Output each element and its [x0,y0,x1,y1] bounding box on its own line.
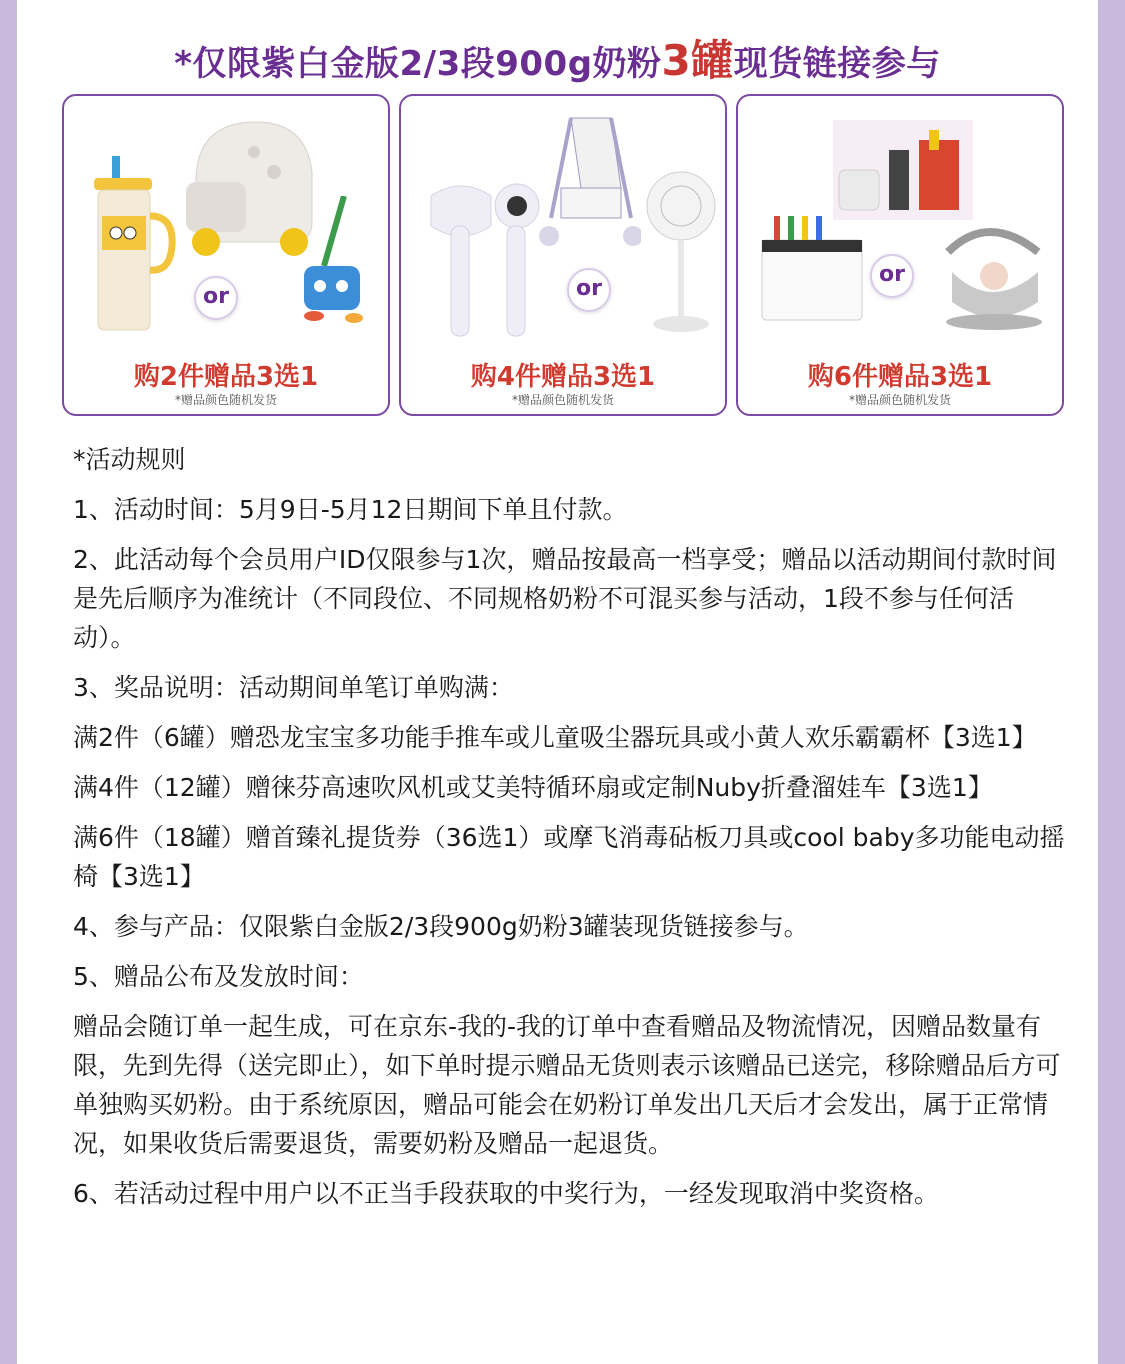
rule-item: 赠品会随订单一起生成，可在京东-我的-我的订单中查看赠品及物流情况，因赠品数量有限，先到先得（送完即止），如下单时提示赠品无货则表示该赠品已送完，移除赠品后方可单独购买奶粉。由于系统原因，赠品可能会在奶粉订单发出几天后才会发出，属于正常情况，如果收货后需要退货，需要奶粉及赠品一起退货。 [73,1012,1061,1158]
content-panel [17,0,1098,1364]
rules-heading: *活动规则 [73,445,186,474]
title-prefix: *仅限紫白金版2/3段900g奶粉 [174,44,662,84]
title-suffix: 现货链接参与 [733,44,941,84]
rule-item: 1、活动时间：5月9日-5月12日期间下单且付款。 [73,495,628,524]
tier-caption: 购4件赠品3选1 [470,362,656,392]
rule-item: 5、赠品公布及发放时间： [73,962,364,991]
page-title [17,28,1098,88]
electric-rocker-gift-image [938,212,1048,332]
tier-caption: 购2件赠品3选1 [133,362,319,392]
circulation-fan-gift-image [641,166,721,336]
rule-item: 6、若活动过程中用户以不正当手段获取的中奖行为，一经发现取消中奖资格。 [73,1179,939,1208]
title-emphasis: 3罐 [661,36,734,85]
rule-item: 满4件（12罐）赠徕芬高速吹风机或艾美特循环扇或定制Nuby折叠溜娃车【3选1】 [73,773,993,802]
tier-note: *赠品颜色随机发货 [174,393,277,407]
gift-tier-card-2[interactable] [62,94,390,416]
tier-caption: 购6件赠品3选1 [807,362,993,392]
activity-rules [73,440,1073,1224]
tier-note: *赠品颜色随机发货 [511,393,614,407]
stroller-gift-image [531,108,641,258]
gift-tier-card-6[interactable] [736,94,1064,416]
or-badge: or [870,254,914,298]
rule-item: 满6件（18罐）赠首臻礼提货券（36选1）或摩飞消毒砧板刀具或cool baby多功能电动摇椅【3选1】 [73,823,1065,891]
cutting-board-gift-image [758,216,868,326]
gift-tier-card-4[interactable] [399,94,727,416]
gift-voucher-image [833,120,973,220]
rule-item: 2、此活动每个会员用户ID仅限参与1次，赠品按最高一档享受；赠品以活动期间付款时间是先后顺序为准统计（不同段位、不同规格奶粉不可混买参与活动，1段不参与任何活动）。 [73,545,1057,652]
or-badge: or [567,268,611,312]
rule-item: 3、奖品说明：活动期间单笔订单购满： [73,673,514,702]
or-badge: or [194,276,238,320]
rule-item: 满2件（6罐）赠恐龙宝宝多功能手推车或儿童吸尘器玩具或小黄人欢乐霸霸杯【3选1】 [73,723,1037,752]
vacuum-toy-gift-image [284,196,384,326]
cup-gift-image [86,156,176,336]
tier-note: *赠品颜色随机发货 [848,393,951,407]
rule-item: 4、参与产品：仅限紫白金版2/3段900g奶粉3罐装现货链接参与。 [73,912,809,941]
